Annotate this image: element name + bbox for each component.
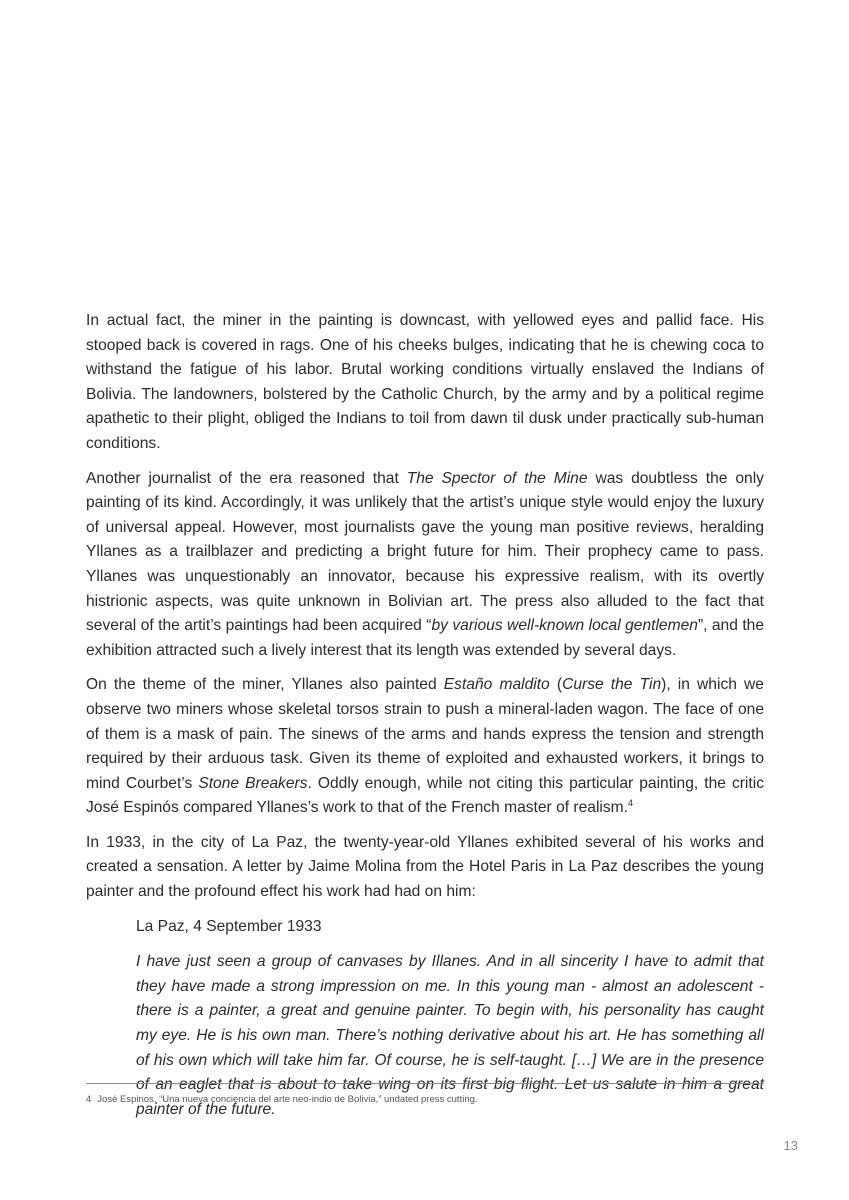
footnote-divider xyxy=(86,1083,764,1084)
quote-gentlemen: by various well-known local gentlemen xyxy=(431,617,698,635)
p3-text-e: ), in which we observe two miners whose skeletal torsos strain to push a mineral-laden wagon. The face of one of them is a mask of pain. The sinews of the arms and hands express the tension and strength required by their arduous task. Given its theme of exploited and exhausted workers, it brings to mind Courbet’s xyxy=(86,676,764,792)
painting-title-spector: The Spector of the Mine xyxy=(406,469,588,487)
page-number: 13 xyxy=(783,1138,798,1153)
p3-text-g: . Oddly enough, while not citing this particular painting, the critic José Espinós compared Yllanes’s work to that of the French master of realism. xyxy=(86,774,764,817)
letter-block xyxy=(136,915,764,1123)
footnote-number: 4 xyxy=(86,1094,92,1105)
letter-date: La Paz, 4 September 1933 xyxy=(136,917,322,935)
p2-text-c: was doubtless the only painting of its kind. Accordingly, it was unlikely that the artist’s unique style would enjoy the luxury of universal appeal. However, most journalists gave the young man positive reviews, heralding Yllanes as a trailblazer and predicting a bright future for him. Their prophecy came to pass. Yllanes was unquestionably an innovator, because his expressive realism, with its overtly histrionic aspects, was quite unknown in Bolivian art. The press also alluded to the fact that several of the artit’s paintings had been acquired “ xyxy=(86,469,764,635)
letter-quote: I have just seen a group of canvases by Illanes. And in all sincerity I have to admit that they have made a strong impression on me. In this young man - almost an adolescent - there is a painter, a great and genuine painter. To begin with, his personality has caught my eye. He is his own man. There’s nothing derivative about his art. He has something all of his own which will take him far. Of course, he is self-taught. […] We are in the presence of an eaglet that is about to take wing on its first big flight. Let us salute in him a great painter of the future. xyxy=(136,953,764,1118)
footnote-reference[interactable]: 4 xyxy=(628,798,634,809)
p3-text-c: ( xyxy=(549,676,563,694)
footnote-text: José Espinos, “Una nueva conciencia del arte neo-indio de Bolivia,” undated press cutting. xyxy=(97,1094,478,1105)
p3-text-a: On the theme of the miner, Yllanes also painted xyxy=(86,676,444,694)
paragraph-2 xyxy=(86,467,764,664)
p2-text-a: Another journalist of the era reasoned that xyxy=(86,469,407,487)
painting-title-estano: Estaño maldito xyxy=(443,676,550,694)
footnote xyxy=(86,1094,478,1105)
painting-title-stone-breakers: Stone Breakers xyxy=(198,774,308,792)
p2-text-e: ”, and the exhibition attracted such a lively interest that its length was extended by several days. xyxy=(86,617,765,659)
paragraph-3 xyxy=(86,673,764,821)
painting-title-curse: Curse the Tin xyxy=(562,676,662,694)
paragraph-4: In 1933, in the city of La Paz, the twenty-year-old Yllanes exhibited several of his works and created a sensation. A letter by Jaime Molina from the Hotel Paris in La Paz describes the young painter and the profound effect his work had had on him: xyxy=(86,833,764,901)
body-text xyxy=(86,309,764,1122)
paragraph-1: In actual fact, the miner in the painting is downcast, with yellowed eyes and pallid face. His stooped back is covered in rags. One of his cheeks bulges, indicating that he is chewing coca to withstand the fatigue of his labor. Brutal working conditions virtually enslaved the Indians of Bolivia. The landowners, bolstered by the Catholic Church, by the army and by a political regime apathetic to their plight, obliged the Indians to toil from dawn til dusk under practically sub-human conditions. xyxy=(86,312,764,452)
